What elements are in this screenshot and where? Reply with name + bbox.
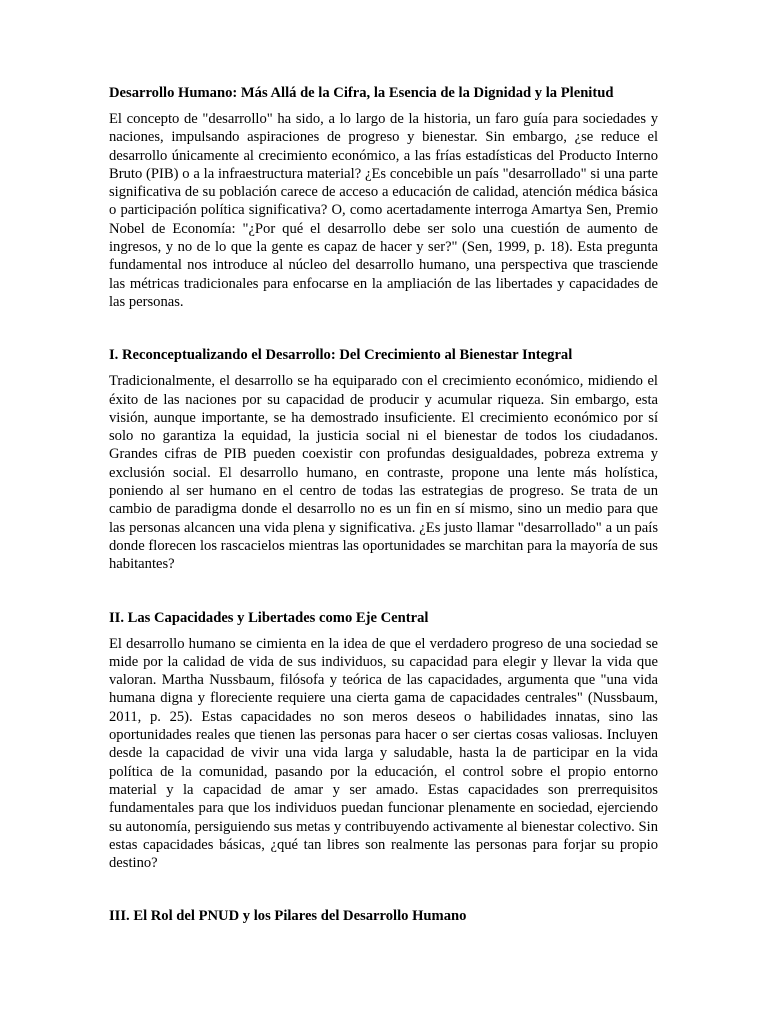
intro-paragraph: El concepto de "desarrollo" ha sido, a lo largo de la historia, un faro guía para sociedades y naciones, impulsando aspiraciones de progreso y bienestar. Sin embargo, ¿se reduce el desarrollo únicamente al crecimiento económico, a las frías estadísticas del Producto Interno Bruto (PIB) o a la infraestructura material? ¿Es concebible un país "desarrollado" si una parte significativa de su población carece de acceso a educación de calidad, atención médica básica o participación política significativa? O, como acertadamente interroga Amartya Sen, Premio Nobel de Economía: "¿Por qué el desarrollo debe ser solo una cuestión de aumento de ingresos, y no de lo que la gente es capaz de hacer y ser?" (Sen, 1999, p. 18). Esta pregunta fundamental nos introduce al núcleo del desarrollo humano, una perspectiva que trasciende las métricas tradicionales para enfocarse en la ampliación de las libertades y capacidades de las personas. xyxy=(109,111,658,310)
section-spacer xyxy=(109,574,658,609)
section-body-1: Tradicionalmente, el desarrollo se ha equiparado con el crecimiento económico, midiendo el éxito de las naciones por su capacidad de producir y acumular riqueza. Sin embargo, esta visión, aunque importante, se ha demostrado insuficiente. El crecimiento económico por sí solo no garantiza la equidad, la justicia social ni el bienestar de todos los ciudadanos. Grandes cifras de PIB pueden coexistir con profundas desigualdades, pobreza extrema y exclusión social. El desarrollo humano, en contraste, propone una lente más holística, poniendo al ser humano en el centro de todas las estrategias de progreso. Se trata de un cambio de paradigma donde el desarrollo no es un fin en sí mismo, sino un medio para que las personas alcancen una vida plena y significativa. ¿Es justo llamar "desarrollado" a un país donde florecen los rascacielos mientras las oportunidades se marchitan para la mayoría de sus habitantes? xyxy=(109,373,658,573)
section-body-2: El desarrollo humano se cimienta en la idea de que el verdadero progreso de una sociedad se mide por la calidad de vida de sus individuos, su capacidad para elegir y llevar la vida que valoran. Martha Nussbaum, filósofa y teórica de las capacidades, argumenta que "una vida humana digna y floreciente requiere una cierta gama de capacidades centrales" (Nussbaum, 2011, p. 25). Estas capacidades no son meros deseos o habilidades innatas, sino las oportunidades reales que tienen las personas para hacer o ser ciertas cosas valiosas. Incluyen desde la capacidad de vivir una vida larga y saludable, hasta la de participar en la vida política de la comunidad, pasando por la educación, el control sobre el propio entorno material y la capacidad de amar y ser amado. Estas capacidades son prerrequisitos fundamentales para que los individuos puedan funcionar plenamente en sociedad, ejerciendo su autonomía, persiguiendo sus metas y contribuyendo activamente al bienestar colectivo. Sin estas capacidades básicas, ¿qué tan libres son realmente las personas para forjar su propio destino? xyxy=(109,635,658,872)
document-page xyxy=(109,84,658,933)
section-heading-1: I. Reconceptualizando el Desarrollo: Del Crecimiento al Bienestar Integral xyxy=(109,347,573,364)
document-title: Desarrollo Humano: Más Allá de la Cifra, la Esencia de la Dignidad y la Plenitud xyxy=(109,85,614,101)
section-heading-3: III. El Rol del PNUD y los Pilares del Desarrollo Humano xyxy=(109,908,467,925)
section-spacer xyxy=(109,872,658,907)
section-heading-2: II. Las Capacidades y Libertades como Eje Central xyxy=(109,609,429,626)
section-spacer xyxy=(109,311,658,346)
